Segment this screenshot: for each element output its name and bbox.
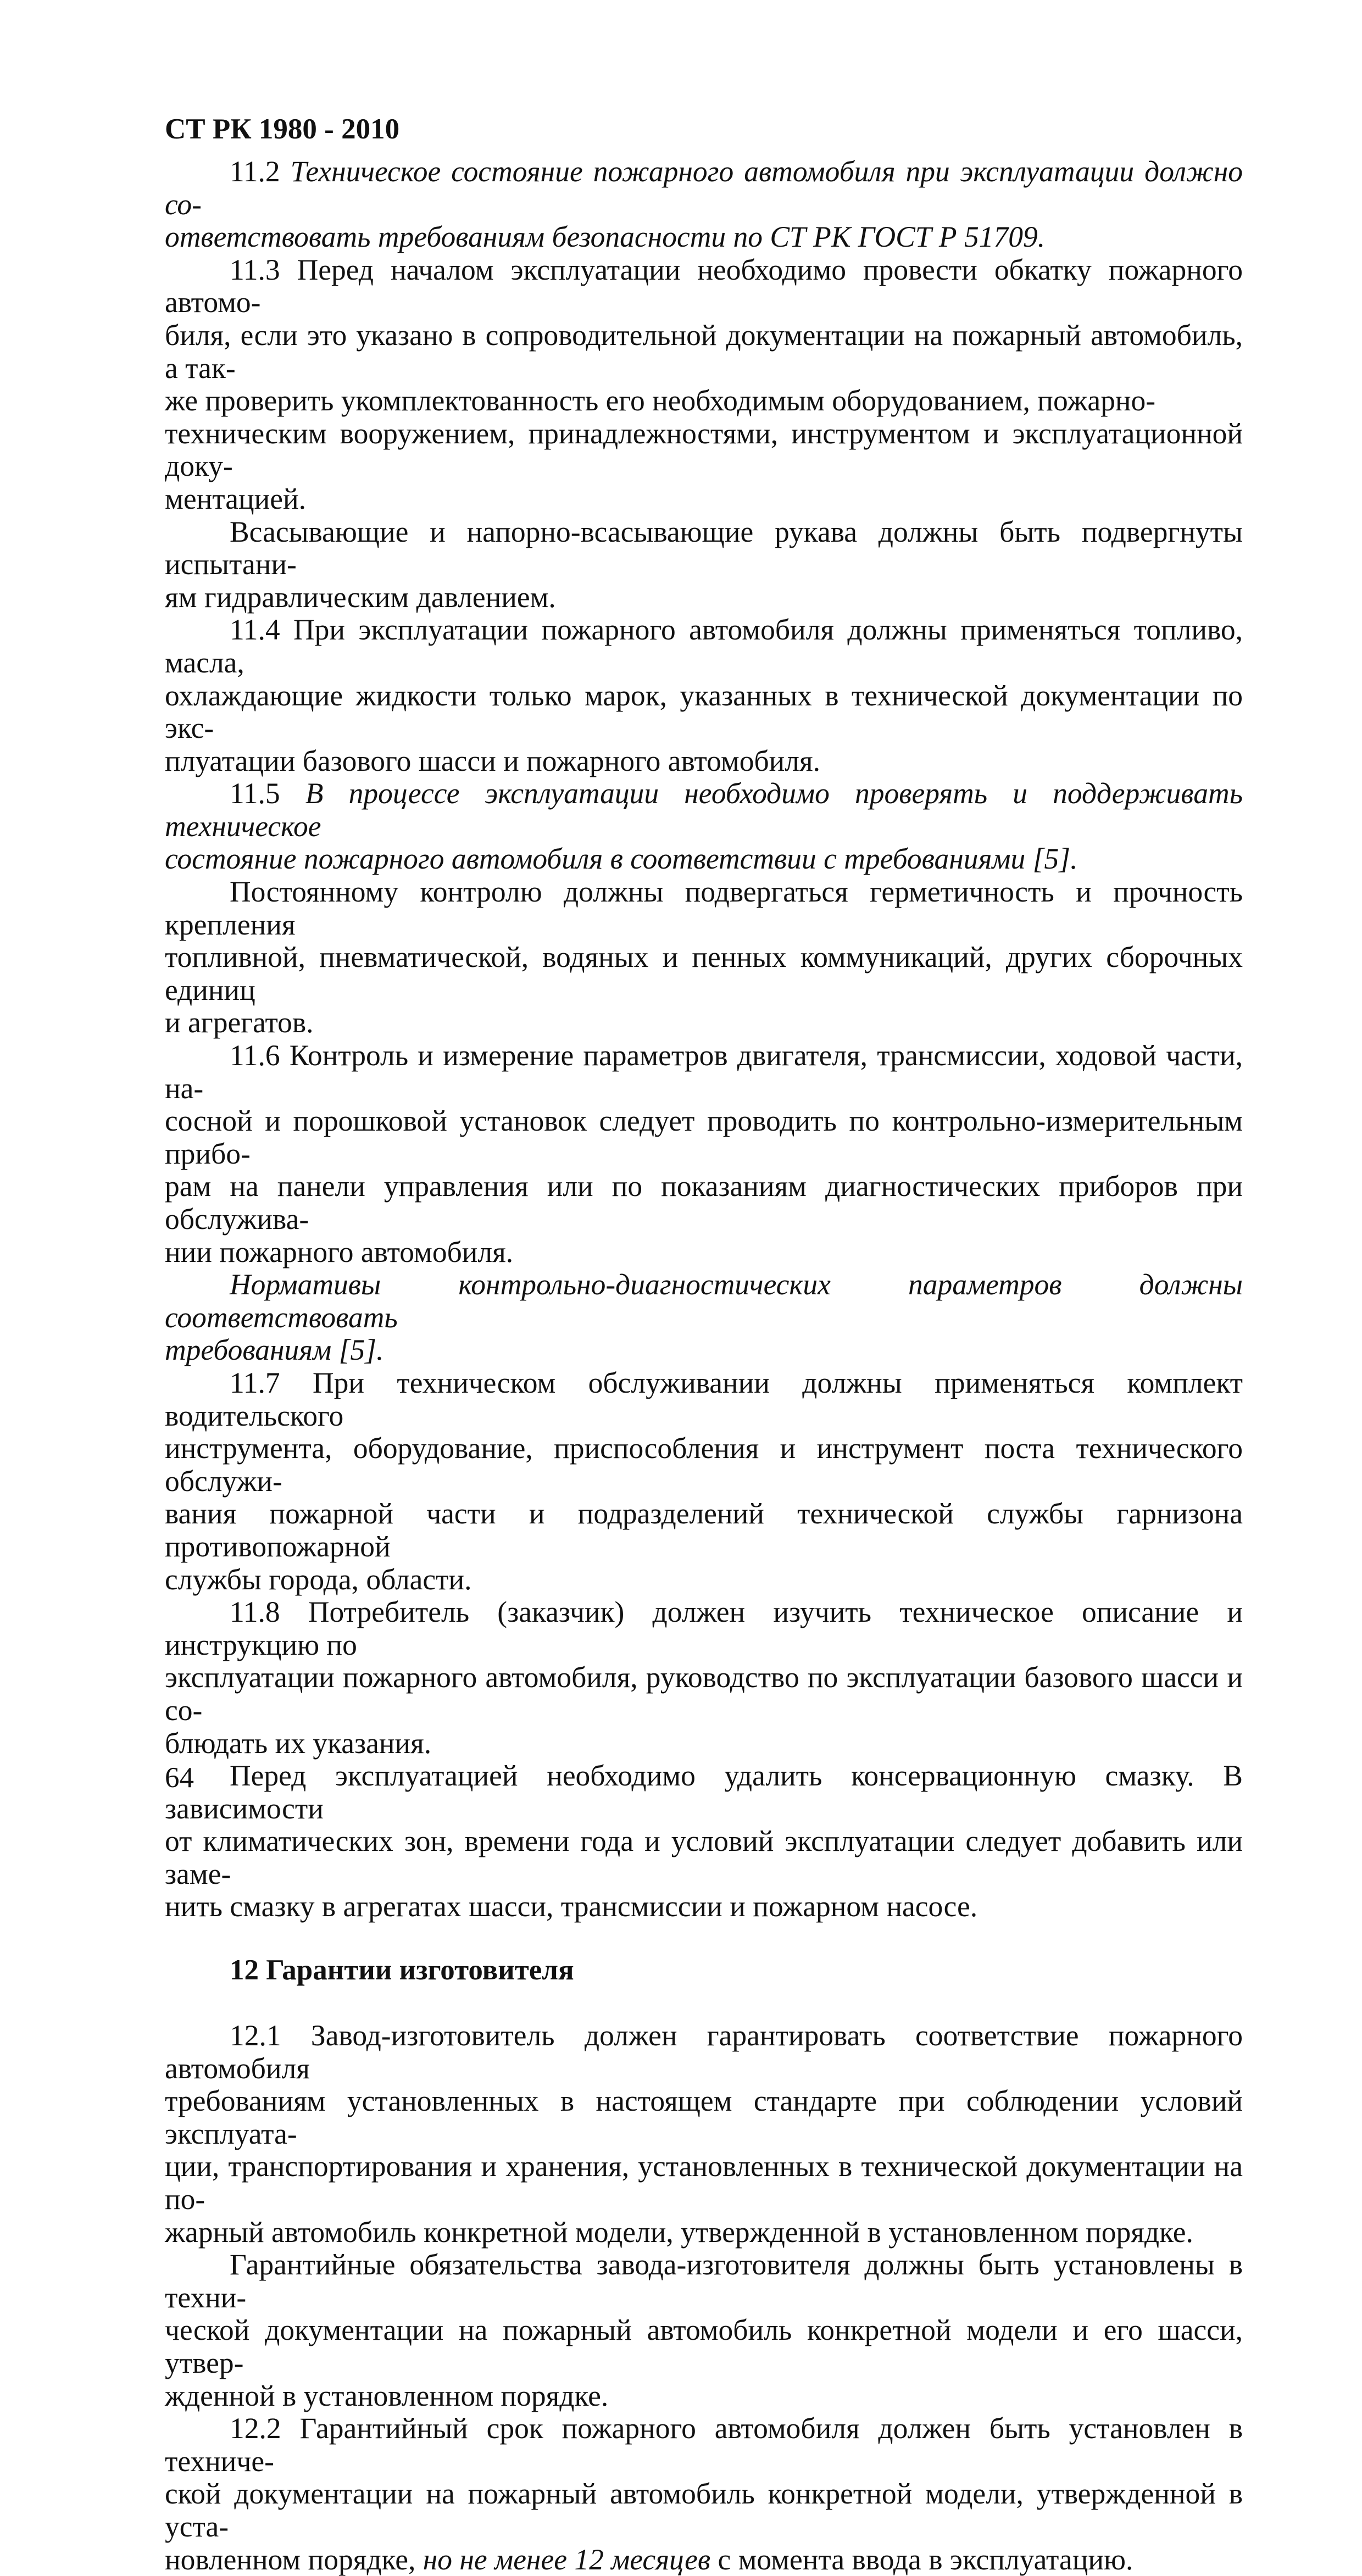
text-run: же проверить укомплектованность его необходимым оборудованием, пожарно- (165, 384, 1156, 418)
text-run: Всасывающие и напорно-всасывающие рукава должны быть подвергнуты испытани- (165, 515, 1243, 581)
paragraph (165, 1596, 1243, 1760)
italic-text: требованиям [5]. (165, 1333, 384, 1367)
text-run: и агрегатов. (165, 1006, 314, 1039)
paragraph (165, 614, 1243, 777)
text-run: службы города, области. (165, 1562, 472, 1596)
paragraph (165, 516, 1243, 614)
paragraph (165, 2412, 1243, 2576)
italic-text: В процессе эксплуатации необходимо проверять и поддерживать техническое (165, 777, 1243, 843)
paragraph (165, 1760, 1243, 1923)
text-run: биля, если это указано в сопроводительной документации на пожарный автомобиль, а так- (165, 318, 1243, 385)
text-run: жарный автомобиль конкретной модели, утвержденной в установленном порядке. (165, 2215, 1193, 2249)
text-run: техническим вооружением, принадлежностями, инструментом и эксплуатационной доку- (165, 416, 1243, 483)
section-heading-12: 12 Гарантии изготовителя (230, 1954, 574, 1987)
text-run: ям гидравлическим давлением. (165, 580, 556, 614)
text-run: 12.1 Завод-изготовитель должен гарантировать соответствие пожарного автомобиля (165, 2019, 1243, 2085)
paragraph (165, 876, 1243, 1039)
paragraph (165, 777, 1243, 876)
text-run: охлаждающие жидкости только марок, указанных в технической документации по экс- (165, 678, 1243, 745)
page-number: 64 (165, 1762, 194, 1794)
italic-text: Нормативы контрольно-диагностических параметров должны соответствовать (165, 1268, 1243, 1334)
text-run: топливной, пневматической, водяных и пенных коммуникаций, других сборочных единиц (165, 941, 1243, 1006)
paragraph (165, 155, 1243, 254)
text-run: вания пожарной части и подразделений технической службы гарнизона противопожарной (165, 1497, 1243, 1563)
text-run: новленном порядке, (165, 2542, 423, 2576)
italic-text: ответствовать требованиям безопасности по СТ РК ГОСТ Р 51709. (165, 220, 1046, 254)
text-run: 11.8 Потребитель (заказчик) должен изучить техническое описание и инструкцию по (165, 1595, 1243, 1661)
text-run: жденной в установленном порядке. (165, 2379, 609, 2412)
document-body (165, 155, 1243, 2576)
italic-text: но не менее 12 месяцев (423, 2542, 711, 2576)
text-run: эксплуатации пожарного автомобиля, руководство по эксплуатации базового шасси и со- (165, 1661, 1243, 1727)
paragraph (165, 2019, 1243, 2249)
text-run: от климатических зон, времени года и условий эксплуатации следует добавить или заме- (165, 1824, 1243, 1890)
clause-11-continued (165, 155, 1243, 1923)
text-run: ментацией. (165, 482, 307, 515)
text-run: ской документации на пожарный автомобиль конкретной модели, утвержденной в уста- (165, 2477, 1243, 2543)
paragraph (165, 1268, 1243, 1367)
text-run: 12.2 Гарантийный срок пожарного автомобиля должен быть установлен в техниче- (165, 2412, 1243, 2478)
paragraph (165, 1039, 1243, 1268)
text-run: с момента ввода в эксплуатацию. (710, 2542, 1133, 2576)
text-run: плуатации базового шасси и пожарного автомобиля. (165, 744, 820, 777)
text-run: рам на панели управления или по показаниям диагностических приборов при обслужива- (165, 1170, 1243, 1236)
text-run: сосной и порошковой установок следует проводить по контрольно-измерительным прибо- (165, 1104, 1243, 1170)
text-run: 11.5 (230, 777, 305, 810)
text-run: 11.3 Перед началом эксплуатации необходимо провести обкатку пожарного автомо- (165, 253, 1243, 319)
italic-text: Техническое состояние пожарного автомобиля при эксплуатации должно со- (165, 155, 1243, 221)
text-run: Перед эксплуатацией необходимо удалить консервационную смазку. В зависимости (165, 1759, 1243, 1825)
text-run: нить смазку в агрегатах шасси, трансмиссии и пожарном насосе. (165, 1890, 978, 1923)
text-run: 11.4 При эксплуатации пожарного автомобиля должны применяться топливо, масла, (165, 613, 1243, 679)
paragraph (165, 254, 1243, 516)
text-run: Постоянному контролю должны подвергаться герметичность и прочность крепления (165, 875, 1243, 941)
italic-text: состояние пожарного автомобиля в соответствии с требованиями [5]. (165, 842, 1078, 876)
text-run: нии пожарного автомобиля. (165, 1235, 514, 1268)
text-run: 11.7 При техническом обслуживании должны применяться комплект водительского (165, 1366, 1243, 1432)
paragraph (165, 2249, 1243, 2412)
standard-header: СТ РК 1980 - 2010 (165, 113, 400, 145)
text-run: 11.2 (230, 155, 291, 188)
text-run: требованиям установленных в настоящем стандарте при соблюдении условий эксплуата- (165, 2084, 1243, 2150)
paragraph (165, 1367, 1243, 1596)
text-run: ции, транспортирования и хранения, установленных в технической документации на по- (165, 2150, 1243, 2216)
section-12-body (165, 2019, 1243, 2576)
text-run: блюдать их указания. (165, 1726, 432, 1760)
text-run: Гарантийные обязательства завода-изготовителя должны быть установлены в техни- (165, 2248, 1243, 2314)
text-run: ческой документации на пожарный автомобиль конкретной модели и его шасси, утвер- (165, 2313, 1243, 2379)
text-run: 11.6 Контроль и измерение параметров двигателя, трансмиссии, ходовой части, на- (165, 1039, 1243, 1105)
text-run: инструмента, оборудование, приспособления и инструмент поста технического обслужи- (165, 1432, 1243, 1498)
